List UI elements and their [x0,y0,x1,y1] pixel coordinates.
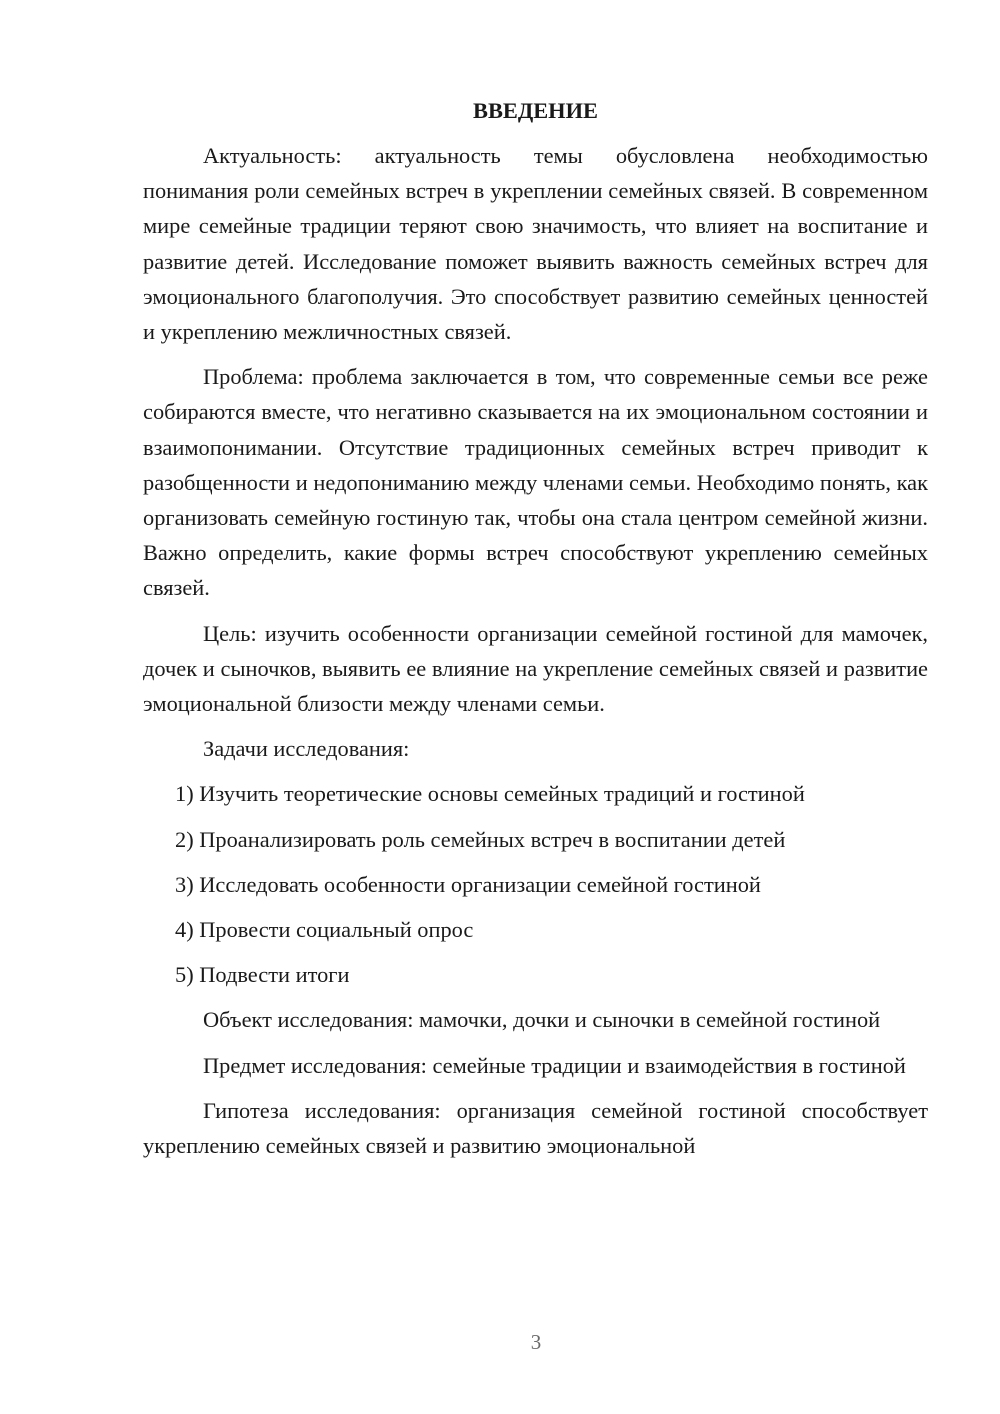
paragraph-goal: Цель: изучить особенности организации семейной гостиной для мамочек, дочек и сыночков, выявить ее влияние на укрепление семейных связей и развитие эмоциональной близости между членами семьи. [143,620,928,717]
tasks-list [143,776,928,992]
tasks-heading: Задачи исследования: [203,736,410,762]
page-content [143,93,928,1173]
paragraph-hypothesis: Гипотеза исследования: организация семейной гостиной способствует укреплению семейных связей и развитию эмоциональной [143,1097,928,1159]
paragraph-object: Объект исследования: мамочки, дочки и сыночки в семейной гостиной [203,1007,881,1033]
task-item-3: 3) Исследовать особенности организации семейной гостиной [175,871,761,897]
task-item-2: 2) Проанализировать роль семейных встреч в воспитании детей [175,826,786,852]
paragraph-relevance: Актуальность: актуальность темы обусловлена необходимостью понимания роли семейных встреч в укреплении семейных связей. В современном мире семейные традиции теряют свою значимость, что влияет на воспитание и развитие детей. Исследование поможет выявить важность семейных встреч для эмоционального благополучия. Это способствует развитию семейных ценностей и укреплению межличностных связей. [143,143,928,345]
task-item-4: 4) Провести социальный опрос [175,917,474,943]
task-item-5: 5) Подвести итоги [175,962,350,988]
paragraph-subject: Предмет исследования: семейные традиции и взаимодействия в гостиной [203,1052,906,1078]
page-number: 3 [530,1330,542,1354]
section-title: ВВЕДЕНИЕ [473,98,598,123]
paragraph-problem: Проблема: проблема заключается в том, что современные семьи все реже собираются вместе, что негативно сказывается на их эмоциональном состоянии и взаимопонимании. Отсутствие традиционных семейных встреч приводит к разобщенности и недопониманию между членами семьи. Необходимо понять, как организовать семейную гостиную так, чтобы она стала центром семейной жизни. Важно определить, какие формы встреч способствуют укреплению семейных связей. [143,364,928,601]
task-item-1: 1) Изучить теоретические основы семейных традиций и гостиной [175,781,805,807]
